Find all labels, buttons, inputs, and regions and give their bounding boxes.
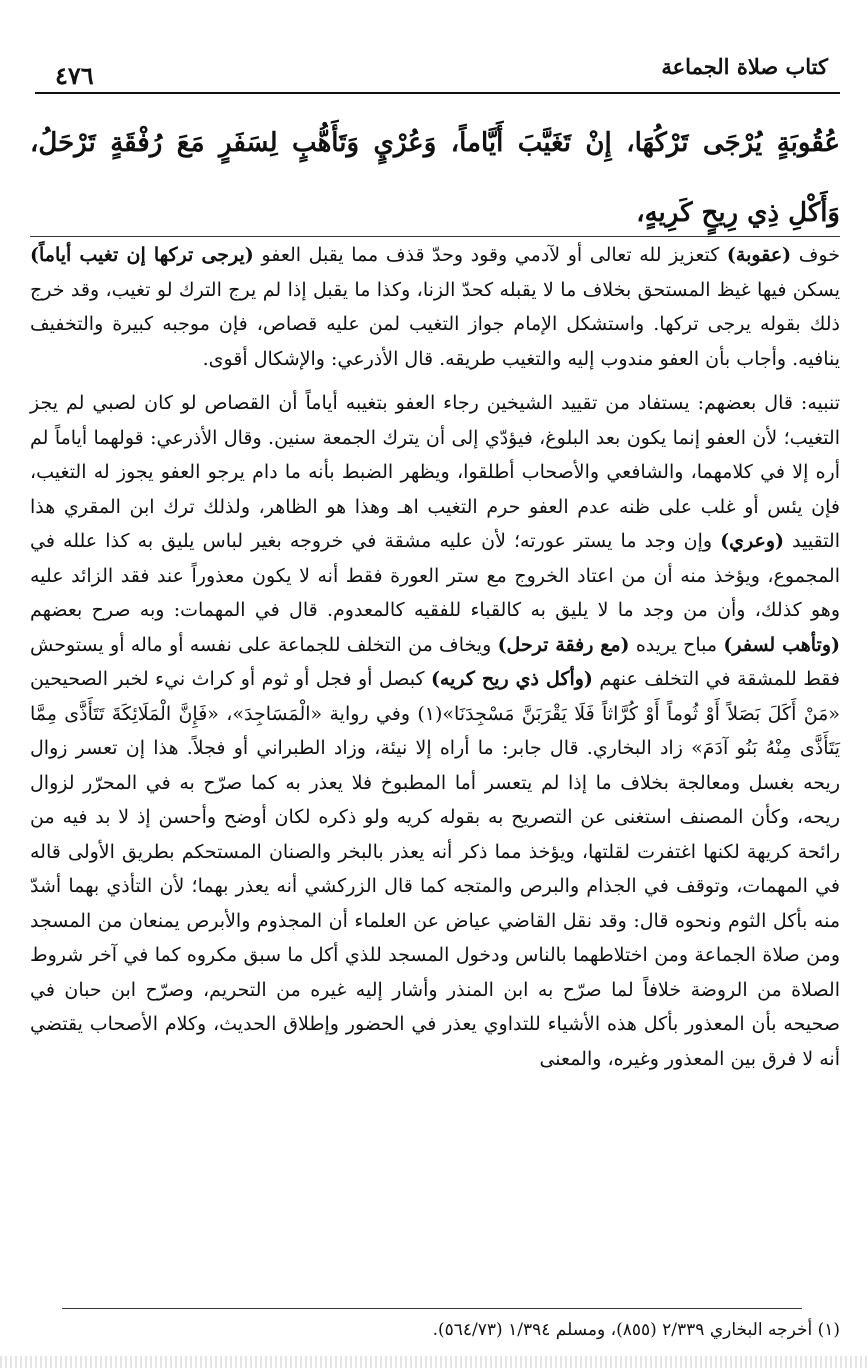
commentary-text: يسكن فيها غيظ المستحق بخلاف ما لا يقبله كحدّ الزنا، وكذا ما يقبل إذا لم يرج الترك لو تغيب، وقد خرج ذلك بقوله يرجى تركها. واستشكل الإمام جواز التغيب لمن عليه قصاص، فإن موجبه كبيرة والتخفيف ينافيه. وأجاب بأن العفو مندوب إليه والتغيب طريقه. قال الأذرعي: والإشكال أقوى. [30, 278, 840, 370]
matn-text: عُقُوبَةٍ يُرْجَى تَرْكُهَا، إِنْ تَغَيَّبَ أَيَّاماً، وَعُرْيٍ وَتَأَهُّبٍ لِسَفَرٍ مَعَ رُفْقَةٍ تَرْحَلُ، وَأَكْلِ ذِي رِيحٍ كَرِيهٍ، [30, 128, 840, 228]
matn-quote: (وأكل ذي ريح كريه) [430, 668, 593, 690]
matn-quote: (مع رفقة ترحل) [497, 633, 630, 656]
running-title: كتاب صلاة الجماعة [661, 54, 828, 79]
commentary-text: كتعزيز لله تعالى أو لآدمي وقود وحدّ قذف مما يقبل العفو [253, 244, 727, 266]
footnote-rule [62, 1308, 802, 1309]
commentary-paragraph-2 [30, 386, 840, 1076]
matn-quote: (وعري) [720, 530, 785, 552]
header-rule [35, 92, 840, 94]
commentary-text: ويخاف من التخلف للجماعة على نفسه أو ماله أو يستوحش فقط للمشقة في التخلف عنهم [30, 633, 840, 690]
commentary-text: مباح يريده [629, 633, 724, 656]
commentary-text: كبصل أو فجل أو ثوم أو كراث نيء لخبر الصحيحين «مَنْ أَكَلَ بَصَلاً أَوْ ثُوماً أَوْ كُرَّاثاً فَلَا يَقْرَبَنَّ مَسْجِدَنَا»(١) وفي رواية «الْمَسَاجِدَ»، «فَإِنَّ الْمَلَائِكَةَ تَتَأَذَّى مِمَّا يَتَأَذَّى مِنْهُ بَنُو آدَمَ» زاد البخاري. قال جابر: ما أراه إلا نيئة، وزاد الطبراني أو فجلاً. هذا إن تعسر زوال ريحه بغسل ومعالجة بخلاف ما إذا لم يتعسر أما المطبوخ فلا يعذر به كما صرّح به في المحرّر لزوال ريحه، وكأن المصنف استغنى عن التصريح به بقوله كريه ولو ذكره لكان أوضح وأحسن إذ لا بد فيه من رائحة كريهة لكنها اغتفرت لقلتها، ويؤخذ مما ذكر أنه يعذر بالبخر والصنان المستحكم بطريق الأولى قاله في المهمات، وتوقف في الجذام والبرص والمتجه كما قال الزركشي أنه يعذر بهما؛ لأن التأذي بهما أشدّ منه بأكل الثوم ونحوه قال: وقد نقل القاضي عياض عن العلماء أن المجذوم والأبرص يمنعان من المسجد ومن صلاة الجماعة ومن اختلاطهما بالناس ودخول المسجد للذي أكل ما سبق مكروه كما في آخر شروط الصلاة من الروضة خلافاً لما صرّح به ابن المنذر وأشار إليه غيره من التحريم، وصرّح ابن حبان في صحيحه بأن المعذور بأكل هذه الأشياء للتداوي يعذر في الحضور وإطلاق الحديث، وكلام الأصحاب يقتضي أنه لا فرق بين المعذور وغيره، والمعنى [30, 668, 840, 1070]
matn-separator [30, 236, 840, 237]
scan-edge [0, 1356, 868, 1368]
commentary-text: خوف [791, 244, 840, 266]
page-number: ٤٧٦ [55, 61, 94, 90]
footnote: (١) أخرجه البخاري ٢/٣٣٩ (٨٥٥)، ومسلم ١/٣٩٤ (٥٦٤/٧٣). [432, 1320, 840, 1340]
commentary-text: وإن وجد ما يستر عورته؛ لأن عليه مشقة في خروجه بغير لباس يليق به كذا علله في المجموع، ويؤخذ منه أن من اعتاد الخروج مع ستر العورة فقط أنه لا يكون معذوراً عند فقد الزائد عليه وهو كذلك، وأن من وجد ما لا يليق به كالقباء للفقيه كالمعدوم. قال في المهمات: وبه صرح بعضهم [30, 530, 840, 621]
matn-quote: (يرجى تركها إن تغيب أياماً) [30, 244, 254, 266]
commentary-text: تنبيه: قال بعضهم: يستفاد من تقييد الشيخين رجاء العفو بتغيبه أياماً أن القصاص لو كان لصبي لم يجز التغيب؛ لأن العفو إنما يكون بعد البلوغ، فيؤدّي إلى أن يترك الجمعة سنين. وقال الأذرعي: قولهما أياماً لم أره إلا في كلامهما، والشافعي والأصحاب أطلقوا، ويظهر الضبط بأنه ما دام يرجو العفو يجوز له التغيب، فإن يئس أو غلب على ظنه عدم العفو حرم التغيب اهـ وهذا هو الظاهر، ولذلك ترك ابن المقري هذا التقييد [30, 392, 840, 552]
matn-quote: (وتأهب لسفر) [723, 633, 840, 656]
commentary [30, 238, 840, 1076]
commentary-paragraph-1 [30, 238, 840, 376]
matn-quote: (عقوبة) [726, 244, 792, 266]
